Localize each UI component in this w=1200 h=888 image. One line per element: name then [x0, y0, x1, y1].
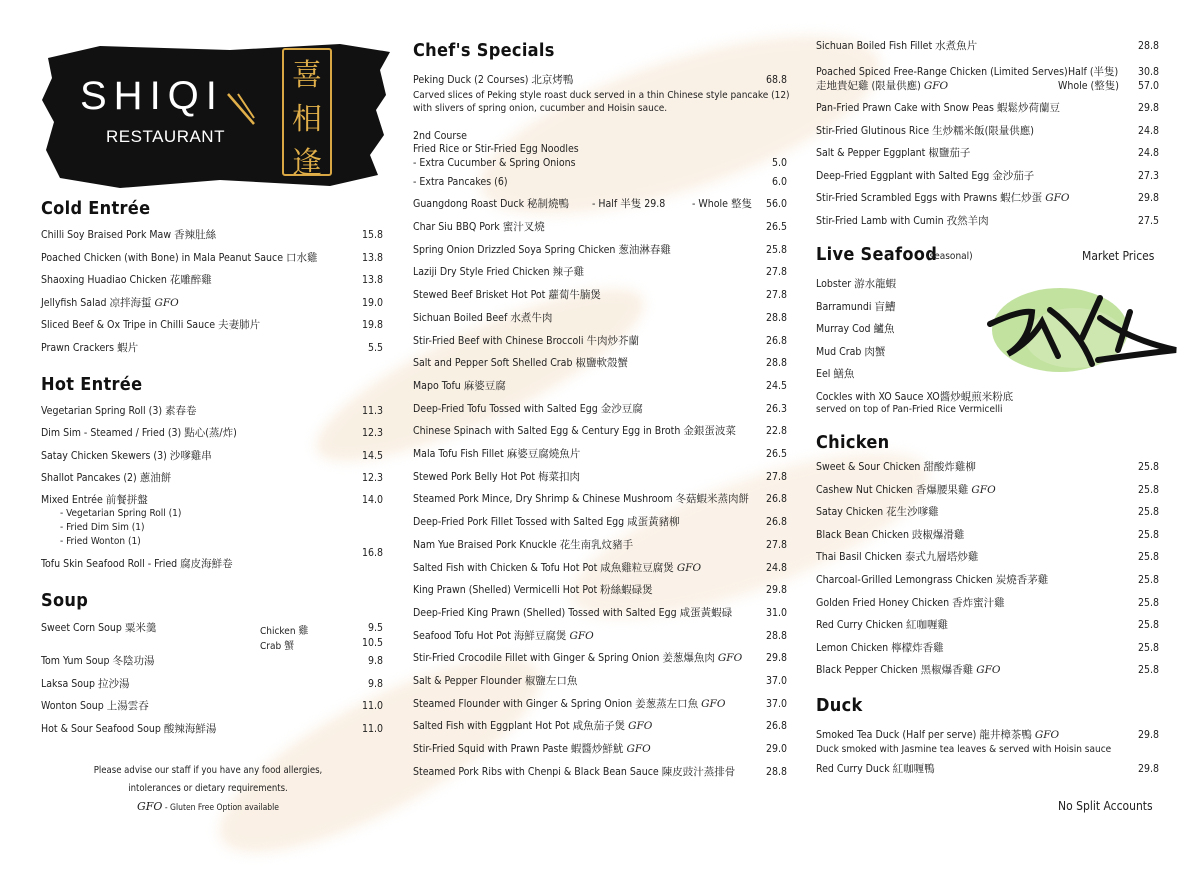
duck-title: Duck	[816, 695, 863, 716]
menu-item-price: 14.0	[361, 494, 383, 507]
menu-item-name	[413, 471, 580, 484]
menu-item-name	[816, 102, 1060, 115]
menu-item-label: Salt & Pepper Flounder 椒鹽左口魚	[413, 675, 578, 687]
menu-item-name	[413, 266, 584, 279]
menu-item-name: Poached Spiced Free-Range Chicken (Limited Serves)	[816, 66, 1068, 78]
menu-item-name	[413, 244, 671, 257]
menu-item-label: Stir-Fried Beef with Chinese Broccoli 牛肉炒芥蘭	[413, 334, 639, 347]
menu-item-name	[816, 664, 1000, 677]
gfo-badge: GFO	[628, 720, 653, 733]
whole-option: - Whole 整隻	[692, 198, 752, 210]
menu-item-price: 15.8	[361, 229, 383, 241]
menu-item-label: Stir-Fried Lamb with Cumin 孜然羊肉	[816, 215, 989, 227]
menu-item-label: Laziji Dry Style Fried Chicken 辣子雞	[413, 266, 585, 279]
menu-item-name	[816, 597, 1005, 610]
menu-item-price: 28.8	[765, 765, 787, 778]
menu-item-label: Mapo Tofu 麻婆豆腐	[413, 379, 506, 392]
menu-item-name	[413, 403, 643, 416]
menu-item-label: Sliced Beef & Ox Tripe in Chilli Sauce 夫妻肺片	[41, 319, 261, 332]
menu-item-label: Poached Chicken (with Bone) in Mala Peanut Sauce 口水雞	[41, 251, 318, 264]
menu-item-price: 25.8	[765, 243, 787, 256]
menu-item-name	[413, 652, 742, 665]
menu-item-label: Vegetarian Spring Roll (3) 素春卷	[41, 405, 197, 417]
menu-item-price: 9.8	[367, 677, 383, 690]
menu-item-name	[41, 450, 212, 463]
menu-item-price: 37.0	[765, 675, 787, 687]
seal-char: 相	[292, 102, 322, 137]
menu-item-label: Seafood Tofu Hot Pot 海鮮豆腐煲	[413, 629, 567, 642]
menu-item-price: 31.0	[765, 606, 787, 619]
menu-item-price: 11.0	[361, 700, 383, 713]
second-course: 2nd Course	[413, 130, 467, 142]
menu-item-label: Prawn Crackers 蝦片	[41, 342, 139, 354]
logo-name: SHIQI	[80, 74, 224, 118]
menu-item-label: Shallot Pancakes (2) 蔥油餅	[41, 471, 172, 484]
menu-item-label: Satay Chicken Skewers (3) 沙嗲雞串	[41, 449, 212, 462]
menu-item-price: 9.8	[367, 655, 383, 667]
market-prices-label: Market Prices	[1082, 249, 1155, 263]
gfo-badge: GFO	[569, 629, 594, 642]
menu-item-price: 25.8	[1137, 551, 1159, 564]
menu-item-label: Mala Tofu Fish Fillet 麻婆豆腐燒魚片	[413, 448, 581, 460]
menu-item-name	[413, 380, 506, 393]
menu-item-price: 29.8	[765, 584, 787, 597]
menu-item-name	[41, 274, 212, 287]
menu-item-name: Peking Duck (2 Courses) 北京烤鴨	[413, 74, 574, 86]
menu-item-label: Deep-Fried Tofu Tossed with Salted Egg 金沙豆腐	[413, 402, 643, 415]
menu-item-price: 27.8	[765, 266, 787, 279]
menu-item-price: 26.5	[765, 221, 787, 233]
menu-item-price: 25.8	[1137, 619, 1159, 632]
menu-item-name: Lobster 游水龍蝦	[816, 278, 897, 290]
menu-item-price: 28.8	[765, 357, 787, 370]
menu-item-price: 37.0	[765, 697, 787, 710]
soup-option: Crab 蟹	[260, 641, 295, 652]
menu-item-label: Salt and Pepper Soft Shelled Crab 椒鹽軟殼蟹	[413, 357, 628, 370]
menu-item-label: Char Siu BBQ Pork 蜜汁叉燒	[413, 221, 545, 233]
menu-item-label: Deep-Fried Pork Fillet Tossed with Salted Egg 咸蛋黃豬柳	[413, 516, 680, 529]
menu-item-label: Deep-Fried Eggplant with Salted Egg 金沙茄子	[816, 169, 1035, 182]
bamboo-brush-art	[980, 280, 1180, 390]
menu-item-label: Salt & Pepper Eggplant 椒鹽茄子	[816, 147, 971, 160]
menu-item-label: Stewed Pork Belly Hot Pot 梅菜扣肉	[413, 470, 581, 483]
menu-item-price: 26.8	[765, 493, 787, 506]
menu-item-price: 25.8	[1137, 664, 1159, 677]
menu-item-label: Sweet & Sour Chicken 甜酸炸雞柳	[816, 461, 976, 473]
menu-item-name	[816, 125, 1034, 138]
menu-item-label: Charcoal-Grilled Lemongrass Chicken 炭燒香茅雞	[816, 574, 1049, 586]
menu-item-name	[413, 289, 601, 302]
menu-item-description: with slivers of spring onion, cucumber and Hoisin sauce.	[413, 103, 668, 114]
menu-item-name	[413, 720, 652, 733]
menu-item-price: 56.0	[765, 198, 787, 210]
menu-item-price: 24.8	[1137, 147, 1159, 160]
menu-item-name	[41, 655, 154, 668]
menu-item-name: Murray Cod 鱸魚	[816, 323, 895, 336]
menu-item-name	[413, 221, 545, 234]
menu-item-name	[413, 425, 736, 438]
menu-item-name	[816, 80, 948, 93]
menu-item-description: Duck smoked with Jasmine tea leaves & served with Hoisin sauce	[816, 744, 1112, 755]
menu-item-price: 10.5	[361, 637, 383, 649]
menu-item-name: Sweet Corn Soup 粟米羹	[41, 622, 157, 634]
menu-item-name	[41, 319, 260, 332]
menu-item-name	[413, 312, 552, 325]
menu-item-label: Jellyfish Salad 凉拌海蜇	[41, 296, 152, 309]
menu-item-label: Satay Chicken 花生沙嗲雞	[816, 506, 939, 519]
menu-item-label: Lemon Chicken 檸檬炸香雞	[816, 641, 944, 654]
menu-item-label: King Prawn (Shelled) Vermicelli Hot Pot 粉絲蝦碌煲	[413, 584, 653, 597]
menu-item-price: 24.5	[765, 379, 787, 392]
chefs-specials-title: Chef's Specials	[413, 40, 555, 61]
menu-item-price: 26.8	[765, 516, 787, 529]
gfo-badge: GFO	[676, 561, 702, 574]
menu-item-label: Steamed Pork Ribs with Chenpi & Black Bean Sauce 陳皮豉汁蒸排骨	[413, 765, 736, 778]
menu-item-price: 16.8	[361, 547, 383, 559]
menu-item-price: 28.8	[765, 311, 787, 324]
menu-item-label: Mixed Entrée 前餐拼盤	[41, 494, 148, 507]
menu-item-label: Chilli Soy Braised Pork Maw 香辣肚絲	[41, 229, 217, 241]
menu-item-label: Thai Basil Chicken 泰式九層塔炒雞	[816, 551, 979, 564]
gfo-legend	[58, 798, 358, 817]
menu-item-name: Smoked Tea Duck (Half per serve) 龍井樟茶鴨	[816, 729, 1032, 741]
logo-subtitle: RESTAURANT	[106, 127, 225, 146]
menu-item-price: 6.0	[771, 176, 787, 188]
menu-item-name: Barramundi 盲鰽	[816, 300, 896, 313]
mixed-sub: - Vegetarian Spring Roll (1)	[60, 508, 182, 519]
gfo-badge: GFO	[154, 296, 179, 309]
menu-item-label: Spring Onion Drizzled Soya Spring Chicken 葱油淋春雞	[413, 243, 671, 256]
second-course-extra: - Extra Pancakes (6)	[413, 176, 508, 188]
menu-item-name	[413, 516, 680, 529]
menu-item-price: 12.3	[361, 471, 383, 484]
menu-item-label: Stir-Fried Scrambled Eggs with Prawns 蝦仁炒蛋	[816, 192, 1043, 205]
menu-item-name	[41, 297, 179, 310]
menu-item-price: 26.8	[765, 334, 787, 347]
menu-item-price: 27.3	[1137, 169, 1159, 182]
menu-item-label: Salted Fish with Eggplant Hot Pot 咸魚茄子煲	[413, 720, 626, 733]
soup-title: Soup	[41, 590, 89, 611]
menu-item-label: Laksa Soup 拉沙湯	[41, 677, 130, 690]
half-option: - Half 半隻 29.8	[592, 198, 666, 210]
menu-item-name	[41, 252, 318, 265]
menu-item-label: Chinese Spinach with Salted Egg & Century Egg in Broth 金銀蛋波菜	[413, 425, 736, 438]
menu-item-price: 25.8	[1137, 483, 1159, 496]
whole-option: Whole (整隻)	[1058, 80, 1119, 92]
menu-item-name: Red Curry Duck 紅咖喱鴨	[816, 763, 935, 775]
menu-item-label: Cashew Nut Chicken 香爆腰果雞	[816, 483, 969, 496]
menu-item-price: 25.8	[1137, 641, 1159, 654]
menu-item-price: 29.0	[765, 743, 787, 756]
menu-item-price: 19.0	[361, 296, 383, 309]
menu-item-price: 24.8	[1137, 124, 1159, 137]
menu-item-label: Stewed Beef Brisket Hot Pot 蘿蔔牛腩煲	[413, 289, 601, 302]
menu-item-name	[816, 619, 948, 632]
menu-item-price: 19.8	[361, 319, 383, 332]
menu-item-name	[413, 766, 735, 779]
menu-item-label: Tom Yum Soup 冬陰功湯	[41, 655, 155, 667]
menu-item-name	[413, 584, 653, 597]
menu-item-name	[816, 461, 976, 474]
menu-item-price: 25.8	[1137, 574, 1159, 586]
hot-entree-title: Hot Entrée	[41, 374, 143, 395]
menu-item-label: Red Curry Chicken 紅咖喱雞	[816, 619, 948, 632]
live-seafood-title: Live Seafood	[816, 244, 938, 265]
menu-item-price: 26.5	[765, 448, 787, 460]
gfo-description: - Gluten Free Option available	[162, 803, 279, 813]
menu-item-name	[413, 493, 749, 506]
seasonal-label: (seasonal)	[926, 251, 973, 262]
logo-seal	[282, 48, 332, 181]
menu-item-price: 29.8	[1137, 729, 1159, 741]
chicken-title: Chicken	[816, 432, 890, 453]
menu-item-price: 11.3	[361, 405, 383, 417]
menu-item-price: 30.8	[1137, 66, 1159, 78]
gfo-label: GFO	[137, 800, 163, 813]
menu-item-name	[41, 700, 149, 713]
gfo-badge: GFO	[626, 743, 651, 756]
menu-item-name	[41, 405, 197, 418]
menu-item-price: 11.0	[361, 722, 383, 735]
menu-item-name	[816, 192, 1069, 205]
menu-item-price: 5.5	[367, 342, 383, 354]
menu-item-label: Nam Yue Braised Pork Knuckle 花生南乳炆豬手	[413, 538, 634, 551]
menu-item-price: 13.8	[361, 251, 383, 264]
menu-item-name	[413, 357, 628, 370]
menu-item-name	[41, 229, 216, 242]
menu-item-price: 28.8	[1137, 40, 1159, 52]
half-option: Half (半隻)	[1068, 66, 1119, 78]
menu-item-label: Stir-Fried Squid with Prawn Paste 蝦醬炒鮮魷	[413, 743, 624, 756]
menu-item-price: 28.8	[765, 629, 787, 642]
menu-item-label: Stir-Fried Glutinous Rice 生炒糯米飯(限量供應)	[816, 124, 1034, 137]
menu-item-name	[816, 574, 1048, 587]
menu-item-label: Sichuan Boiled Beef 水煮牛肉	[413, 311, 553, 324]
menu-item-price: 9.5	[367, 622, 383, 634]
mixed-sub: - Fried Wonton (1)	[60, 536, 141, 547]
menu-item-price: 29.8	[765, 652, 787, 665]
menu-item-label: Black Bean Chicken 豉椒爆滑雞	[816, 528, 965, 541]
menu-item-name	[413, 448, 580, 461]
cold-entree-title: Cold Entrée	[41, 198, 151, 219]
menu-item-price: 14.5	[361, 449, 383, 462]
menu-item-label: Shaoxing Huadiao Chicken 花雕醉雞	[41, 274, 212, 287]
gfo-badge: GFO	[717, 652, 743, 665]
gfo-badge: GFO	[976, 664, 1001, 677]
menu-item-price: 29.8	[1137, 102, 1159, 114]
menu-item-price: 57.0	[1137, 80, 1159, 92]
menu-item-name	[816, 215, 989, 228]
seal-char: 逢	[292, 146, 322, 181]
mixed-sub: - Fried Dim Sim (1)	[60, 522, 145, 533]
menu-item-price: 27.8	[765, 538, 787, 551]
menu-item-price: 5.0	[771, 157, 787, 169]
chopsticks-icon	[224, 92, 258, 126]
menu-item-name	[413, 335, 639, 348]
menu-item-price: 25.8	[1137, 461, 1159, 473]
no-split-accounts: No Split Accounts	[1058, 799, 1153, 813]
menu-item-price: 29.8	[1137, 192, 1159, 205]
menu-item-name	[413, 562, 701, 575]
menu-item-name	[413, 607, 732, 620]
menu-item-name	[816, 170, 1034, 183]
allergy-note-line: Please advise our staff if you have any food allergies,	[93, 765, 323, 776]
menu-item-price: 68.8	[765, 74, 787, 86]
gfo-badge: GFO	[1045, 192, 1070, 205]
menu-item-name	[41, 427, 237, 440]
menu-item-name	[41, 678, 130, 691]
menu-item-name: 走地貴妃雞 (限量供應)	[816, 80, 921, 92]
menu-item-description: served on top of Pan-Fried Rice Vermicelli	[816, 404, 1003, 415]
menu-item-price: 25.8	[1137, 596, 1159, 609]
menu-item-name	[816, 529, 964, 542]
menu-item-name	[413, 743, 651, 756]
menu-item-label: Steamed Pork Mince, Dry Shrimp & Chinese Mushroom 冬菇蝦米蒸肉餅	[413, 493, 750, 506]
menu-item-name	[413, 630, 594, 643]
menu-item-name: Sichuan Boiled Fish Fillet 水煮魚片	[816, 40, 978, 52]
menu-item-name: Tofu Skin Seafood Roll - Fried 腐皮海鮮卷	[41, 558, 233, 570]
menu-item-label: Dim Sim - Steamed / Fried (3) 點心(蒸/炸)	[41, 427, 237, 440]
menu-item-label: Pan-Fried Prawn Cake with Snow Peas 蝦鬆炒荷蘭豆	[816, 102, 1060, 114]
menu-item-name	[816, 729, 1059, 742]
menu-item-name: Eel 鱔魚	[816, 368, 855, 381]
menu-item-name	[41, 494, 148, 507]
soup-option: Chicken 雞	[260, 626, 309, 637]
menu-item-name	[41, 723, 216, 736]
menu-item-name	[816, 484, 996, 497]
second-course-extra: - Extra Cucumber & Spring Onions	[413, 157, 576, 169]
menu-item-name	[413, 675, 577, 688]
menu-item-name: Guangdong Roast Duck 秘制燒鴨	[413, 198, 570, 210]
menu-item-price: 27.5	[1137, 215, 1159, 227]
menu-item-price: 25.8	[1137, 506, 1159, 519]
menu-item-name	[816, 551, 978, 564]
menu-item-label: Deep-Fried King Prawn (Shelled) Tossed with Salted Egg 咸蛋黃蝦碌	[413, 606, 733, 619]
menu-item-label: Black Pepper Chicken 黑椒爆香雞	[816, 664, 974, 677]
menu-item-name	[41, 342, 138, 355]
menu-item-name	[41, 472, 171, 485]
seal-char: 喜	[292, 58, 322, 93]
menu-item-price: 29.8	[1137, 763, 1159, 775]
second-course: Fried Rice or Stir-Fried Egg Noodles	[413, 143, 579, 155]
menu-item-label: Steamed Flounder with Ginger & Spring Onion 姜葱蒸左口魚	[413, 697, 699, 710]
menu-item-price: 13.8	[361, 274, 383, 287]
menu-item-label: Hot & Sour Seafood Soup 酸辣海鮮湯	[41, 722, 217, 735]
menu-item-name	[816, 642, 944, 655]
gfo-badge: GFO	[923, 80, 949, 92]
menu-item-price: 27.8	[765, 289, 787, 302]
menu-item-name	[816, 506, 939, 519]
gfo-badge: GFO	[701, 697, 726, 710]
menu-item-name	[413, 698, 725, 711]
menu-item-label: Wonton Soup 上湯雲吞	[41, 700, 149, 713]
menu-item-price: 12.3	[361, 427, 383, 440]
menu-item-label: Golden Fried Honey Chicken 香炸蜜汁雞	[816, 596, 1005, 609]
menu-item-label: Stir-Fried Crocodile Fillet with Ginger & Spring Onion 姜葱爆魚肉	[413, 652, 715, 665]
gfo-badge: GFO	[1034, 729, 1060, 741]
gfo-badge: GFO	[971, 483, 996, 496]
allergy-note-line: intolerances or dietary requirements.	[128, 783, 288, 794]
menu-item-price: 24.8	[765, 561, 787, 574]
menu-item-label: Salted Fish with Chicken & Tofu Hot Pot 咸魚雞粒豆腐煲	[413, 561, 674, 574]
menu-item-price: 26.8	[765, 720, 787, 733]
menu-item-name	[413, 539, 633, 552]
menu-item-price: 26.3	[765, 402, 787, 415]
menu-item-price: 27.8	[765, 470, 787, 483]
menu-item-price: 25.8	[1137, 528, 1159, 541]
menu-item-price: 22.8	[765, 425, 787, 438]
menu-item-name: Cockles with XO Sauce XO醬炒蜆煎米粉底	[816, 391, 1014, 403]
menu-item-description: Carved slices of Peking style roast duck served in a thin Chinese style pancake (12)	[413, 90, 790, 101]
menu-item-name	[816, 147, 970, 160]
menu-item-name: Mud Crab 肉蟹	[816, 345, 886, 358]
